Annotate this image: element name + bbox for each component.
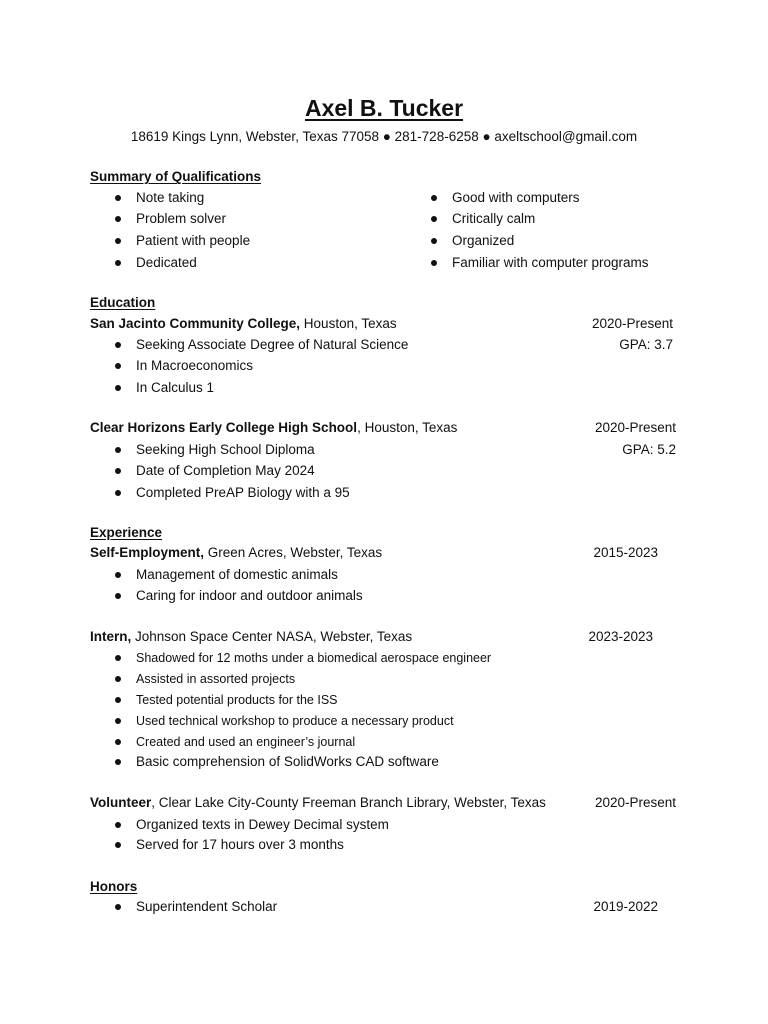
experience-bullet: Basic comprehension of SolidWorks CAD software [136,752,439,772]
bullet-icon [115,342,121,348]
experience-bullet: Used technical workshop to produce a necessary product [136,711,454,731]
bullet-icon [115,697,121,703]
honors-bullet: Superintendent Scholar [136,897,277,917]
experience-entry-title: Volunteer, Clear Lake City-County Freeman Branch Library, Webster, Texas [90,795,546,810]
bullet-icon [115,385,121,391]
experience-entry-title: Intern, Johnson Space Center NASA, Webster, Texas [90,629,413,644]
bullet-icon [115,572,121,578]
bullet-icon [115,490,121,496]
contact-line: 18619 Kings Lynn, Webster, Texas 77058 ● 281-728-6258 ● axeltschool@gmail.com [130,129,638,144]
bullet-icon [115,216,121,222]
experience-bullet: Caring for indoor and outdoor animals [136,586,363,606]
education-entry-title: Clear Horizons Early College High School, Houston, Texas [90,420,458,435]
experience-bullet: Assisted in assorted projects [136,669,295,689]
summary-item: Critically calm [452,209,535,229]
summary-item: Organized [452,231,514,251]
bullet-icon [431,216,437,222]
bullet-icon [431,238,437,244]
bullet-icon [431,260,437,266]
education-bullet: Date of Completion May 2024 [136,461,315,481]
bullet-icon [431,195,437,201]
education-gpa: GPA: 3.7 [619,337,673,352]
education-bullet: Completed PreAP Biology with a 95 [136,483,350,503]
education-bullet: Seeking Associate Degree of Natural Science [136,335,408,355]
resume-name: Axel B. Tucker [304,95,464,121]
bullet-icon [115,759,121,765]
bullet-icon [115,195,121,201]
experience-bullet: Organized texts in Dewey Decimal system [136,815,389,835]
education-gpa: GPA: 5.2 [622,442,676,457]
summary-item: Note taking [136,188,204,208]
bullet-icon [115,676,121,682]
experience-dates: 2020-Present [594,795,676,810]
education-entry-title: San Jacinto Community College, Houston, Texas [90,316,397,331]
honors-heading: Honors [90,879,138,894]
bullet-icon [115,593,121,599]
bullet-icon [115,655,121,661]
bullet-icon [115,842,121,848]
bullet-icon [115,718,121,724]
bullet-icon [115,363,121,369]
summary-item: Patient with people [136,231,250,251]
experience-bullet: Tested potential products for the ISS [136,690,338,710]
education-bullet: In Macroeconomics [136,356,253,376]
summary-item: Good with computers [452,188,580,208]
honors-dates: 2019-2022 [593,899,658,914]
experience-heading: Experience [90,525,163,540]
education-dates: 2020-Present [594,420,676,435]
bullet-icon [115,260,121,266]
experience-dates: 2015-2023 [593,545,658,560]
bullet-icon [115,739,121,745]
education-dates: 2020-Present [591,316,673,331]
summary-item: Dedicated [136,253,197,273]
bullet-icon [115,447,121,453]
experience-bullet: Shadowed for 12 moths under a biomedical aerospace engineer [136,648,491,668]
experience-bullet: Management of domestic animals [136,565,338,585]
summary-heading: Summary of Qualifications [90,169,262,184]
bullet-icon [115,904,121,910]
experience-entry-title: Self-Employment, Green Acres, Webster, Texas [90,545,383,560]
experience-bullet: Created and used an engineer’s journal [136,732,355,752]
education-bullet: Seeking High School Diploma [136,440,315,460]
summary-item: Familiar with computer programs [452,253,649,273]
bullet-icon [115,468,121,474]
experience-bullet: Served for 17 hours over 3 months [136,835,344,855]
bullet-icon [115,822,121,828]
education-heading: Education [90,295,156,310]
education-bullet: In Calculus 1 [136,378,214,398]
summary-item: Problem solver [136,209,226,229]
experience-dates: 2023-2023 [588,629,653,644]
bullet-icon [115,238,121,244]
